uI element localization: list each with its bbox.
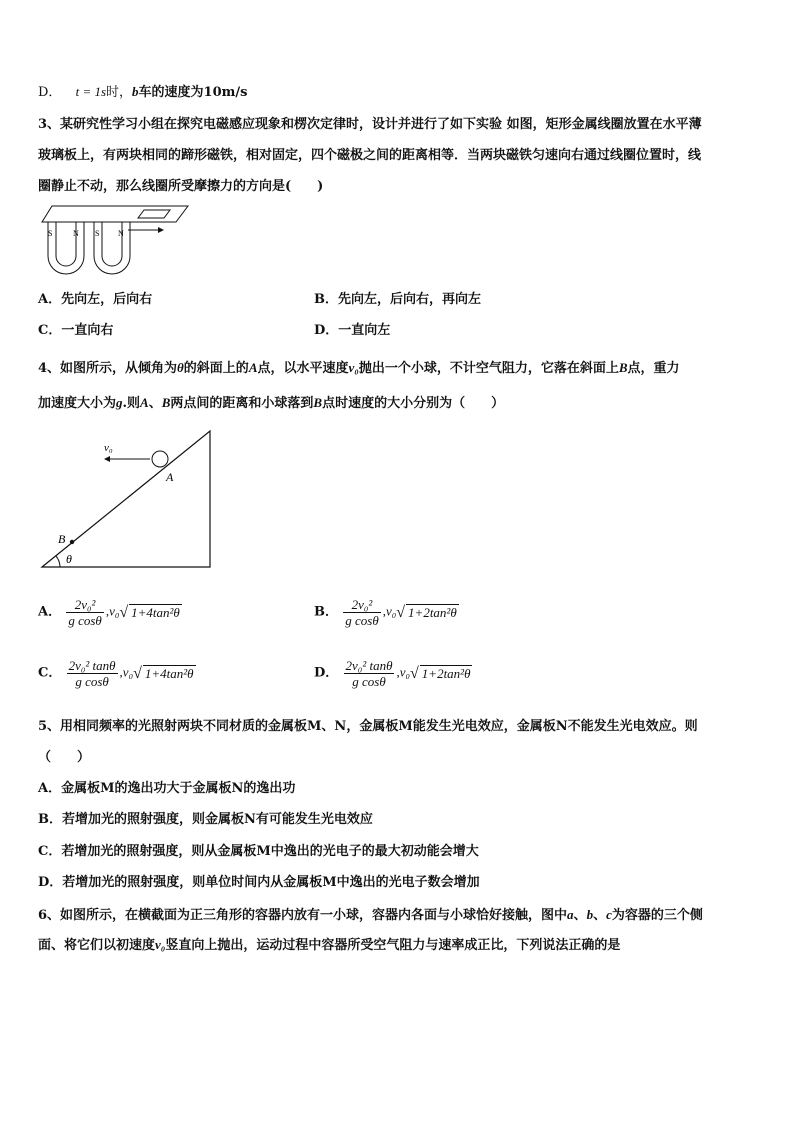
q4-line-2 bbox=[38, 394, 504, 413]
variable: v₀ bbox=[348, 360, 359, 375]
q3-line-3: 圈静止不动，那么线圈所受摩擦力的方向是( ) bbox=[38, 179, 324, 194]
q5-line-2: （ ） bbox=[38, 750, 91, 765]
q4-option-b: B． $\frac{\text{2v₀²}}{\text{g cosθ}}$ ,v₀√ 1+2tan²θ bbox=[314, 597, 457, 628]
theta-label: θ bbox=[66, 552, 72, 566]
q3-option-a: A．先向左，后向右 bbox=[38, 292, 153, 307]
numerator: 2v₀² tanθ bbox=[68, 658, 116, 673]
q4-option-a: A． $\frac{\text{2v₀²}}{\text{g cosθ}}$ ,v₀√ 1+4tan²θ bbox=[38, 597, 180, 628]
variable: B bbox=[618, 360, 628, 375]
option-label: D． bbox=[38, 85, 62, 100]
q3-line-2: 玻璃板上，有两块相同的蹄形磁铁，相对固定，四个磁极之间的距离相等．当两块磁铁匀速向右通过线圈位置时，线 bbox=[38, 148, 702, 163]
q6-line-1 bbox=[38, 906, 703, 925]
magnet-pole-label: N bbox=[73, 229, 79, 238]
option-label: A． bbox=[38, 604, 62, 620]
denominator: g cosθ bbox=[68, 613, 102, 628]
radicand: 1+2tan²θ bbox=[421, 666, 471, 681]
text: 6、如图所示，在横截面为正三角形的容器内放有一小球，容器内各面与小球恰好接触，图中 bbox=[38, 908, 568, 923]
fraction bbox=[67, 658, 118, 689]
variable: A bbox=[140, 395, 149, 410]
variable: v₀ bbox=[399, 664, 411, 680]
variable: A bbox=[248, 360, 258, 375]
text: 、 bbox=[573, 908, 587, 923]
q3-line-1: 3、某研究性学习小组在探究电磁感应现象和楞次定律时，设计并进行了如下实验 如图，矩形金属线圈放置在水平薄 bbox=[38, 117, 702, 132]
text: 点时速度的大小分别为（ ） bbox=[322, 396, 505, 411]
q5-option-b: B．若增加光的照射强度，则金属板N有可能发生光电效应 bbox=[38, 812, 373, 827]
q5-option-a: A．金属板M的逸出功大于金属板N的逸出功 bbox=[38, 781, 296, 796]
radicand: 1+2tan²θ bbox=[408, 605, 457, 620]
variable: v₀ bbox=[122, 664, 134, 680]
text: 、 bbox=[148, 396, 162, 411]
fraction bbox=[66, 597, 103, 628]
q4-option-d: D． $\frac{\text{2v₀² tanθ}}{\text{g cosθ}}$ ,v₀√ 1+2tan²θ bbox=[314, 658, 471, 689]
text: 抛出一个小球，不计空气阻力，它落在斜面上 bbox=[358, 361, 619, 376]
denominator: g cosθ bbox=[352, 674, 386, 689]
fraction bbox=[343, 597, 380, 628]
variable: b bbox=[586, 907, 594, 922]
q5-option-d: D．若增加光的照射强度，则单位时间内从金属板M中逸出的光电子数会增加 bbox=[38, 875, 480, 890]
denominator: g cosθ bbox=[345, 613, 379, 628]
q2-option-d bbox=[38, 83, 247, 102]
text: 车的速度为10m/s bbox=[138, 85, 248, 100]
q4-incline-figure bbox=[38, 425, 218, 573]
variable: g bbox=[116, 395, 123, 410]
q3-magnet-figure bbox=[40, 200, 190, 280]
option-label: C． bbox=[38, 665, 62, 681]
q3-option-b: B．先向左，后向右，再向左 bbox=[314, 292, 481, 307]
variable: b bbox=[132, 84, 139, 99]
text: 点，重力 bbox=[627, 361, 680, 376]
magnet-pole-label: S bbox=[95, 229, 100, 238]
text: 、 bbox=[593, 908, 607, 923]
radicand: 1+4tan²θ bbox=[131, 605, 180, 620]
radicand: 1+4tan²θ bbox=[144, 666, 194, 681]
text: 两点间的距离和小球落到 bbox=[170, 396, 314, 411]
q5-option-c: C．若增加光的照射强度，则从金属板M中逸出的光电子的最大初动能会增大 bbox=[38, 844, 479, 859]
variable: θ bbox=[177, 360, 184, 375]
q3-option-d: D．一直向左 bbox=[314, 323, 391, 338]
variable: B bbox=[161, 395, 171, 410]
text: 点，以水平速度 bbox=[257, 361, 349, 376]
text: 面、将它们以初速度 bbox=[38, 938, 156, 953]
variable: c bbox=[606, 907, 612, 922]
magnet-pole-label: N bbox=[118, 229, 124, 238]
point-a-label: A bbox=[166, 470, 174, 484]
numerator: 2v₀² tanθ bbox=[345, 658, 393, 673]
point-b-label: B bbox=[58, 532, 66, 546]
variable: B bbox=[313, 395, 323, 410]
q6-line-2 bbox=[38, 936, 620, 955]
numerator: 2v₀² bbox=[66, 597, 103, 613]
numerator: 2v₀² bbox=[343, 597, 380, 613]
q4-option-c: C． $\frac{\text{2v₀² tanθ}}{\text{g cosθ}}$ ,v₀√ 1+4tan²θ bbox=[38, 658, 194, 689]
option-label: B． bbox=[314, 604, 338, 620]
magnet-pole-label: S bbox=[48, 229, 53, 238]
option-label: D． bbox=[314, 665, 339, 681]
text: 的斜面上的 bbox=[183, 361, 249, 376]
velocity-label: v₀ bbox=[104, 442, 113, 454]
q3-option-c: C．一直向右 bbox=[38, 323, 114, 338]
denominator: g cosθ bbox=[75, 674, 109, 689]
variable: v₀ bbox=[109, 603, 120, 619]
text: 为容器的三个侧 bbox=[611, 908, 703, 923]
fraction bbox=[344, 658, 395, 689]
variable: a bbox=[567, 907, 574, 922]
text: 竖直向上抛出，运动过程中容器所受空气阻力与速率成正比，下列说法正确的是 bbox=[165, 938, 621, 953]
text: .则 bbox=[122, 396, 141, 411]
math-expression: t = 1s bbox=[75, 84, 107, 99]
text: 时， bbox=[106, 85, 133, 100]
text: 4、如图所示，从倾角为 bbox=[38, 361, 178, 376]
q4-line-1 bbox=[38, 359, 680, 378]
variable: v₀ bbox=[155, 937, 166, 952]
text: 加速度大小为 bbox=[38, 396, 117, 411]
variable: v₀ bbox=[385, 603, 397, 619]
q5-line-1: 5、用相同频率的光照射两块不同材质的金属板M、N，金属板M能发生光电效应，金属板N不能发生光电效应。则 bbox=[38, 719, 698, 734]
